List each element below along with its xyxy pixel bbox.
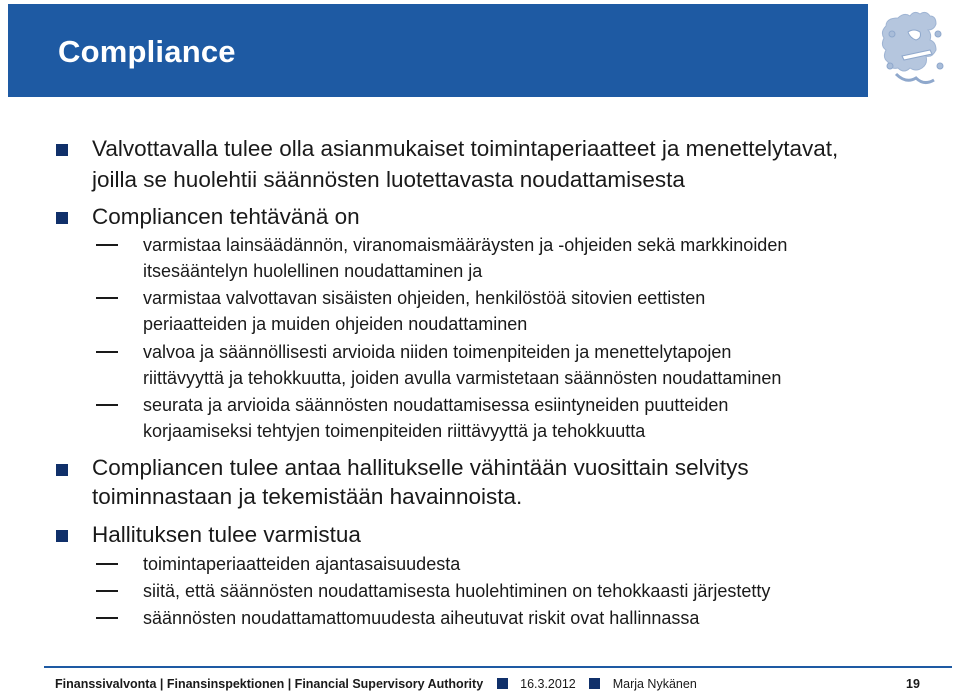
footer-date: 16.3.2012 [520,677,576,691]
sub-bullet-text: valvoa ja säännöllisesti arvioida niiden toimenpiteiden ja menettelytapojen [143,342,732,362]
slide-title: Compliance [58,34,236,69]
footer-square-icon [497,678,508,689]
sub-bullet-text: seurata ja arvioida säännösten noudattamisessa esiintyneiden puutteiden [143,395,729,415]
footer-divider [44,666,952,668]
bullet-square-icon [56,212,68,224]
bullet-text: joilla se huolehtii säännösten luotettavasta noudattamisesta [92,167,685,192]
footer-square-icon [589,678,600,689]
bullet-text: Compliancen tehtävänä on [92,204,360,229]
bullet-square-icon [56,144,68,156]
bullet-text: Valvottavalla tulee olla asianmukaiset toimintaperiaatteet ja menettelytavat, [92,136,839,161]
sub-bullet-text: varmistaa valvottavan sisäisten ohjeiden, henkilöstöä sitovien eettisten [143,288,706,308]
sub-bullet-dash-icon [96,351,118,353]
sub-bullet-dash-icon [96,590,118,592]
bullet-square-icon [56,464,68,476]
page-number: 19 [906,677,920,691]
bullet-square-icon [56,530,68,542]
sub-bullet-dash-icon [96,617,118,619]
bullet-text: Hallituksen tulee varmistua [92,522,361,547]
sub-bullet-text: periaatteiden ja muiden ohjeiden noudattaminen [143,314,528,334]
sub-bullet-text: toimintaperiaatteiden ajantasaisuudesta [143,554,461,574]
slide-footer [55,677,697,693]
lion-coat-of-arms-icon [868,4,960,97]
sub-bullet-text: siitä, että säännösten noudattamisesta huolehtiminen on tehokkaasti järjestetty [143,581,771,601]
sub-bullet-text: itsesääntelyn huolellinen noudattaminen ja [143,261,483,281]
bullet-text: Compliancen tulee antaa hallitukselle vähintään vuosittain selvitys [92,455,749,480]
sub-bullet-text: riittävyyttä ja tehokkuutta, joiden avulla varmistetaan säännösten noudattaminen [143,368,782,388]
title-bar [8,4,868,97]
bullet-text: toiminnastaan ja tekemistään havainnoista. [92,484,523,509]
sub-bullet-text: varmistaa lainsäädännön, viranomaismääräysten ja -ohjeiden sekä markkinoiden [143,235,788,255]
sub-bullet-dash-icon [96,244,118,246]
sub-bullet-text: korjaamiseksi tehtyjen toimenpiteiden riittävyyttä ja tehokkuutta [143,421,646,441]
slide-header [0,0,960,102]
sub-bullet-dash-icon [96,297,118,299]
footer-author: Marja Nykänen [612,677,697,691]
sub-bullet-dash-icon [96,563,118,565]
sub-bullet-dash-icon [96,404,118,406]
footer-organization: Finanssivalvonta | Finansinspektionen | Financial Supervisory Authority [55,677,484,691]
sub-bullet-text: säännösten noudattamattomuudesta aiheutuvat riskit ovat hallinnassa [143,608,700,628]
